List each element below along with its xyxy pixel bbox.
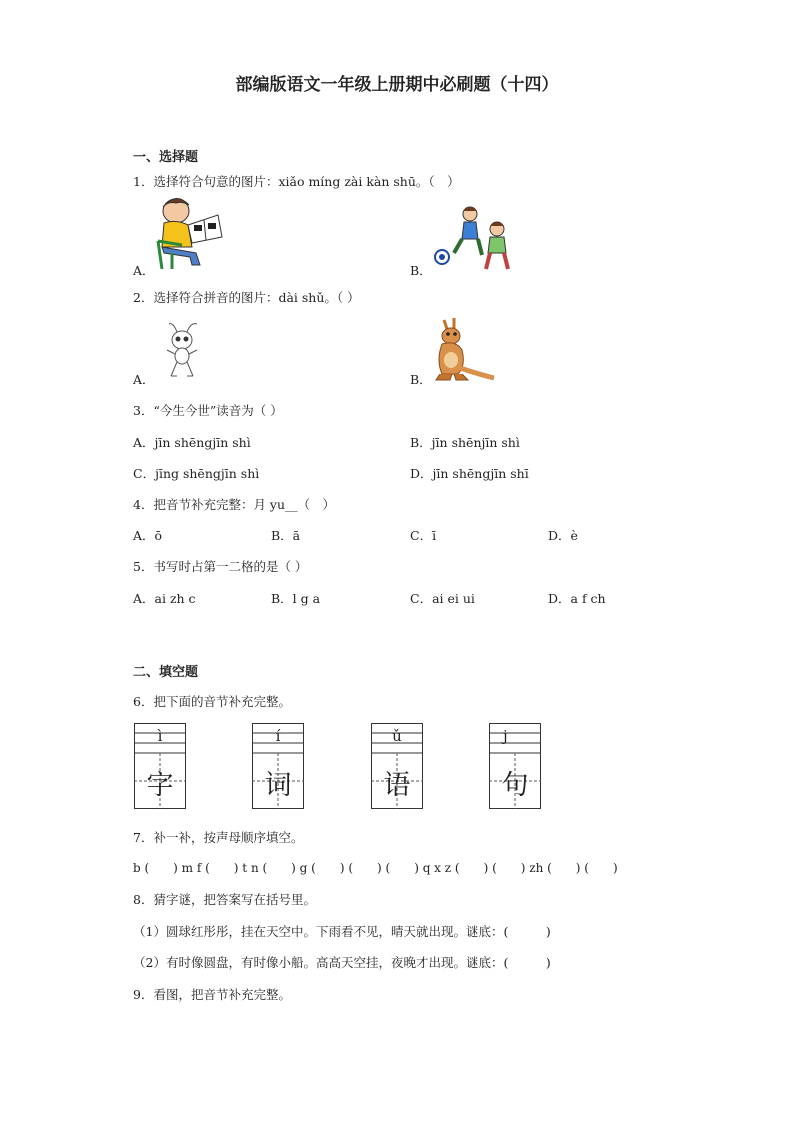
writing-grid-cell [134, 723, 186, 809]
grid-pinyin: ì [157, 727, 163, 745]
question-5: 5．书写时占第一二格的是（ ） [133, 559, 308, 574]
question-1: 1．选择符合句意的图片：xiǎo míng zài kàn shū。（ ） [133, 174, 460, 189]
ant-cartoon-picture [163, 320, 203, 384]
q2-option-a-label: A． [133, 372, 155, 387]
q4-option-b: B．ā [271, 528, 301, 543]
q7-blank-line: b ( ) m f ( ) t n ( ) g ( ) ( ) ( ) q x z ( ) ( ) zh ( ) ( ) [133, 861, 618, 875]
writing-grid-cell [252, 723, 304, 809]
q5-option-a: A．ai zh c [133, 591, 196, 606]
q4-option-c: C．ī [410, 528, 437, 543]
question-2: 2．选择符合拼音的图片：dài shǔ。（ ） [133, 290, 360, 305]
kangaroo-cartoon-picture [434, 316, 496, 386]
section-heading-fill-blank: 二、填空题 [133, 665, 199, 680]
section-heading-choice: 一、选择题 [133, 150, 199, 165]
page-title: 部编版语文一年级上册期中必刷题（十四） [235, 75, 559, 95]
question-6: 6．把下面的音节补充完整。 [133, 694, 291, 709]
q4-option-d: D．è [548, 528, 578, 543]
q1-option-b-label: B． [410, 263, 432, 278]
q3-option-a: A．jīn shēngjīn shì [133, 435, 251, 450]
question-3: 3．“今生今世”读音为（ ） [133, 403, 283, 418]
q5-option-c: C．ai ei ui [410, 591, 475, 606]
writing-grid-cell [489, 723, 541, 809]
q5-option-b: B．l g a [271, 591, 321, 606]
q2-option-b-label: B． [410, 372, 432, 387]
grid-pinyin: j [503, 727, 508, 745]
q8-riddle-2: （2）有时像圆盘，有时像小船。高高天空挂，夜晚才出现。谜底：( ) [133, 955, 551, 970]
q3-option-b: B．jīn shēnjīn shì [410, 435, 520, 450]
q1-option-a-label: A． [133, 263, 155, 278]
grid-hanzi: 句 [501, 770, 529, 801]
question-8: 8．猜字谜，把答案写在括号里。 [133, 892, 316, 907]
grid-pinyin: í [275, 727, 281, 745]
boy-reading-book-picture [152, 193, 228, 275]
q3-option-d: D．jīn shēngjīn shī [410, 466, 529, 481]
grid-hanzi: 语 [383, 770, 411, 801]
grid-pinyin: ǔ [392, 727, 402, 745]
question-7: 7．补一补，按声母顺序填空。 [133, 830, 304, 845]
question-9: 9．看图，把音节补充完整。 [133, 987, 291, 1002]
grid-hanzi: 字 [146, 770, 174, 801]
grid-hanzi: 词 [264, 770, 292, 801]
question-4: 4．把音节补充完整：月 yu__（ ） [133, 497, 336, 512]
q3-option-c: C．jīng shēngjīn shì [133, 466, 260, 481]
writing-grid-cell [371, 723, 423, 809]
q4-option-a: A．ō [133, 528, 163, 543]
kids-playing-soccer-picture [432, 205, 516, 279]
q5-option-d: D．a f ch [548, 591, 606, 606]
q8-riddle-1: （1）圆球红彤彤，挂在天空中。下雨看不见，晴天就出现。谜底：( ) [133, 924, 551, 939]
